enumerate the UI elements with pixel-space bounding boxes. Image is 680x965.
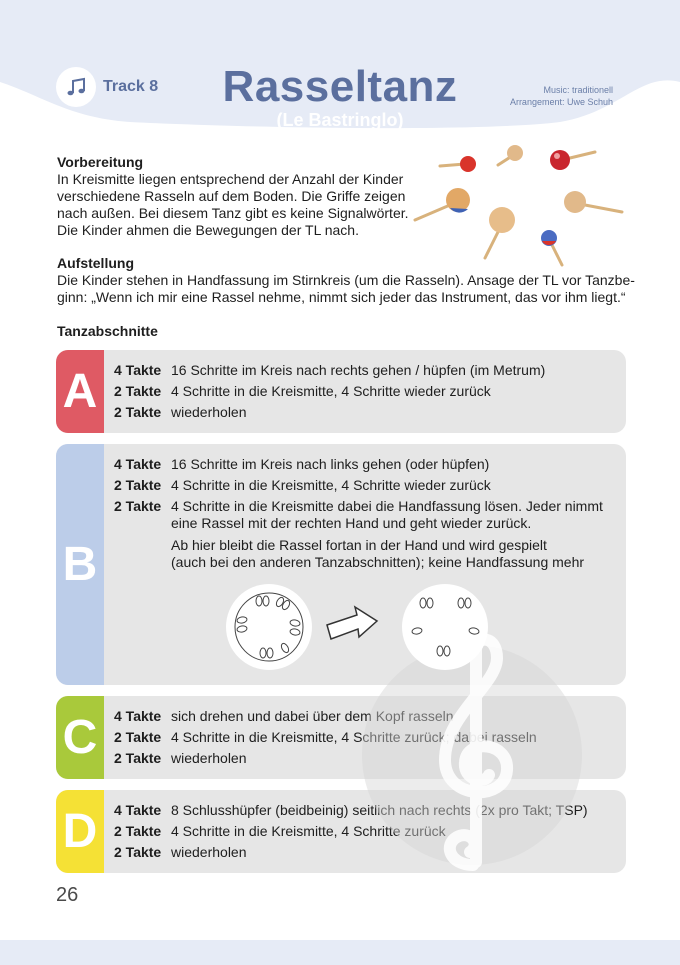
- step-row: [114, 404, 247, 421]
- step-row: [114, 802, 588, 819]
- formation-diagram: [225, 583, 490, 673]
- step-row: [114, 498, 603, 531]
- takt-count: 4 Takte: [114, 362, 162, 378]
- arrangement-credit: Arrangement: Uwe Schuh: [509, 97, 613, 107]
- takt-count: 2 Takte: [114, 729, 162, 745]
- credits: [510, 84, 613, 108]
- maraca-icon: [550, 150, 595, 170]
- takt-count: 4 Takte: [114, 456, 162, 472]
- step-text: wiederholen: [171, 750, 247, 766]
- maraca-icon: [498, 145, 523, 165]
- takt-count: 2 Takte: [114, 844, 162, 860]
- step-row: [114, 844, 247, 861]
- takt-count: 2 Takte: [114, 477, 162, 493]
- page-number: 26: [56, 884, 79, 906]
- maraca-icon: [485, 207, 515, 258]
- takt-count: 4 Takte: [114, 708, 162, 724]
- takt-count: 2 Takte: [114, 823, 162, 839]
- section-letter: C: [56, 696, 104, 779]
- takt-count: 2 Takte: [114, 498, 162, 514]
- section-note: [114, 537, 585, 570]
- text-line: Die Kinder stehen in Handfassung im Stirnkreis (um die Rasseln). Ansage der TL vor Tanzbe-: [57, 272, 635, 288]
- maraca-icon: [564, 191, 622, 213]
- text-line: In Kreismitte liegen entsprechend der Anzahl der Kinder: [57, 171, 404, 187]
- takt-count: 2 Takte: [114, 750, 162, 766]
- text-line: verschiedene Rasseln auf dem Boden. Die Griffe zeigen: [57, 188, 406, 204]
- section-letter: A: [56, 350, 104, 433]
- text-line: nach außen. Bei diesem Tanz gibt es keine Signalwörter.: [57, 205, 409, 221]
- music-credit: Music: traditionell: [543, 85, 613, 95]
- text-line: 4 Schritte in die Kreismitte dabei die Handfassung lösen. Jeder nimmt: [171, 498, 603, 514]
- text-line: (auch bei den anderen Tanzabschnitten); keine Handfassung mehr: [171, 554, 585, 570]
- step-row: [114, 477, 491, 494]
- takt-count: 2 Takte: [114, 383, 162, 399]
- text-line: Die Kinder ahmen die Bewegungen der TL nach.: [57, 222, 359, 238]
- step-text: 16 Schritte im Kreis nach rechts gehen / hüpfen (im Metrum): [171, 362, 546, 378]
- maraca-icon: [440, 156, 476, 172]
- tanzabschnitte-heading: Tanzabschnitte: [57, 323, 158, 339]
- step-text: 8 Schlusshüpfer (beidbeinig) seitlich nach rechts (2x pro Takt; TSP): [171, 802, 588, 818]
- maraca-icon: [415, 188, 470, 220]
- section-a: [56, 350, 626, 433]
- step-text: 4 Schritte in die Kreismitte, 4 Schritte wieder zurück: [171, 383, 491, 399]
- takt-count: 4 Takte: [114, 802, 162, 818]
- step-row: [114, 456, 490, 473]
- maracas-illustration: [410, 140, 635, 270]
- step-text: [171, 498, 621, 532]
- page-title: Rasseltanz: [222, 62, 458, 111]
- aufstellung-text: [57, 272, 635, 306]
- step-text: 16 Schritte im Kreis nach links gehen (oder hüpfen): [171, 456, 490, 472]
- text-line: Ab hier bleibt die Rassel fortan in der Hand und wird gespielt: [171, 537, 547, 553]
- text-line: eine Rassel mit der rechten Hand und geht wieder zurück.: [171, 515, 532, 531]
- takt-count: 2 Takte: [114, 404, 162, 420]
- step-row: [114, 708, 454, 725]
- maraca-icon: [541, 230, 562, 265]
- step-row: [114, 750, 247, 767]
- arrow-right-icon: [327, 607, 377, 639]
- vorbereitung-heading: Vorbereitung: [57, 154, 144, 170]
- section-letter: D: [56, 790, 104, 873]
- step-row: [114, 383, 491, 400]
- section-letter: B: [56, 444, 104, 685]
- vorbereitung-text: [57, 171, 409, 239]
- aufstellung-heading: Aufstellung: [57, 255, 134, 271]
- step-row: [114, 729, 537, 746]
- step-row: [114, 362, 546, 379]
- step-text: sich drehen und dabei über dem Kopf rasseln: [171, 708, 454, 724]
- footer-bar: [0, 940, 680, 965]
- step-text: 4 Schritte in die Kreismitte, 4 Schritte wieder zurück: [171, 477, 491, 493]
- step-row: [114, 823, 446, 840]
- track-label: Track 8: [103, 78, 159, 95]
- section-d: [56, 790, 626, 873]
- step-text: wiederholen: [171, 844, 247, 860]
- step-text: wiederholen: [171, 404, 247, 420]
- step-text: 4 Schritte in die Kreismitte, 4 Schritte zurück: [171, 823, 446, 839]
- text-line: ginn: „Wenn ich mir eine Rassel nehme, nimmt sich jeder das Instrument, das vor ihm liegt.“: [57, 289, 626, 305]
- section-c: [56, 696, 626, 779]
- page-subtitle: (Le Bastringlo): [276, 110, 404, 130]
- step-text: 4 Schritte in die Kreismitte, 4 Schritte zurück; dabei rasseln: [171, 729, 537, 745]
